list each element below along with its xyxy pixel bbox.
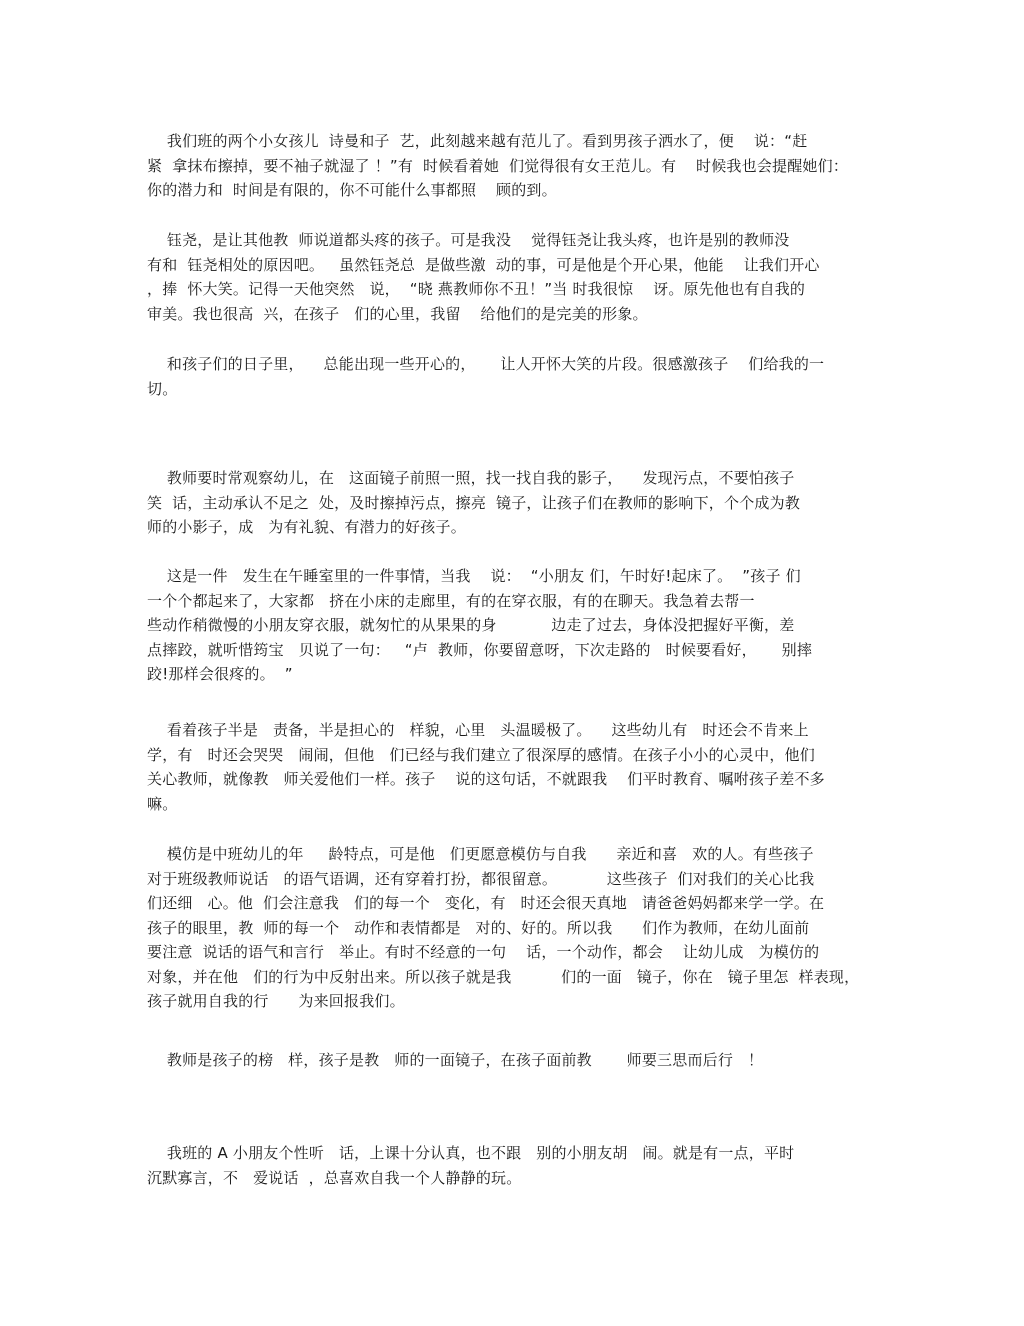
paragraph-3 [147,352,887,401]
paragraph-5 [147,564,887,687]
text-line: 对象，并在他 们的行为中反射出来。所以孩子就是我 们的一面 镜子，你在 镜子里怎 样表现， [147,967,860,986]
text-line: 师的小影子，成 为有礼貌、有潜力的好孩子。 [147,518,466,536]
paragraph-7 [147,842,887,1014]
text-line: 对于班级教师说话 的语气语调，还有穿着打扮，都很留意。 这些孩子 们对我们的关心比我 [147,869,815,888]
text-line: 笑 话，主动承认不足之 处，及时擦掉污点，擦亮 镜子，让孩子们在教师的影响下，个个成为教 [147,493,801,512]
text-line: 和孩子们的日子里， 总能出现一些开心的， 让人开怀大笑的片段。很感激孩子 们给我的一 [147,355,825,373]
paragraph-1 [147,129,887,203]
text-line: 审美。我也很高 兴，在孩子 们的心里，我留 给他们的是完美的形象。 [147,304,648,323]
text-line: 些动作稍微慢的小朋友穿衣服，就匆忙的从果果的身 边走了过去，身体没把握好平衡，差 [147,616,795,634]
text-line: 学，有 时还会哭哭 闹闹，但他 们已经与我们建立了很深厚的感情。在孩子小小的心灵中，他们 [147,745,815,764]
text-line: 要注意 说话的语气和言行 举止。有时不经意的一句 话，一个动作，都会 让幼儿成 为模仿的 [147,943,820,961]
text-line: 钰尧，是让其他教 师说道都头疼的孩子。可是我没 觉得钰尧让我头疼，也许是别的教师没 [147,231,790,249]
text-line: 教师要时常观察幼儿，在 这面镜子前照一照，找一找自我的影子， 发现污点，不要怕孩子 [147,469,795,487]
text-line: 嘛。 [147,794,178,813]
text-line: 我们班的两个小女孩儿 诗曼和子 艺，此刻越来越有范儿了。看到男孩子洒水了，便 说：“赶 [147,132,808,150]
paragraph-9 [147,1141,887,1190]
text-line: 跤!那样会很疼的。 ” [147,665,293,683]
text-line: 我班的 A 小朋友个性听 话，上课十分认真，也不跟 别的小朋友胡 闹。就是有一点，平时 [147,1144,795,1162]
text-line: 孩子的眼里，教 师的每一个 动作和表情都是 对的、好的。所以我 们作为教师，在幼儿面前 [147,918,810,937]
text-line: 关心教师，就像教 师关爱他们一样。孩子 说的这句话，不就跟我 们平时教育、嘱咐孩子差不多 [147,770,825,788]
text-line: ，捧 怀大笑。记得一天他突然 说， “晓 燕教师你不丑！”当 时我很惊 讶。原先他也有自我的 [147,280,806,298]
text-line: 紧 拿抹布擦掉，要不袖子就湿了 ！”有 时候看着她 们觉得很有女王范儿。有 时候我也会提醒她们： [147,156,849,175]
text-line: 看着孩子半是 责备，半是担心的 样貌，心里 头温暖极了。 这些幼儿有 时还会不肯来上 [147,721,809,739]
text-line: 孩子就用自我的行 为来回报我们。 [147,992,405,1010]
paragraph-2 [147,228,887,326]
text-line: 这是一件 发生在午睡室里的一件事情，当我 说： “小朋友 们，午时好!起床了。 ”孩子 们 [147,567,801,585]
text-line: 有和 钰尧相处的原因吧。 虽然钰尧总 是做些激 动的事，可是他是个开心果，他能 让我们开心 [147,255,820,274]
paragraph-4 [147,466,887,540]
text-line: 你的潜力和 时间是有限的，你不可能什么事都照 顾的到。 [147,181,557,199]
text-line: 教师是孩子的榜 样，孩子是教 师的一面镜子，在孩子面前教 师要三思而后行 ！ [147,1051,764,1069]
text-line: 模仿是中班幼儿的年 龄特点，可是他 们更愿意模仿与自我 亲近和喜 欢的人。有些孩子 [147,845,814,863]
text-line: 们还细 心。他 们会注意我 们的每一个 变化，有 时还会很天真地 请爸爸妈妈都来学一学。在 [147,894,825,912]
paragraph-8 [147,1048,887,1073]
text-line: 切。 [147,379,178,398]
paragraph-6 [147,718,887,816]
text-line: 沉默寡言，不 爱说话 ，总喜欢自我一个人静静的玩。 [147,1168,522,1187]
text-line: 点摔跤，就听惜筠宝 贝说了一句： “卢 教师，你要留意呀，下次走路的 时候要看好， 别摔 [147,640,813,659]
text-line: 一个个都起来了，大家都 挤在小床的走廊里，有的在穿衣服，有的在聊天。我急着去帮一 [147,591,755,610]
